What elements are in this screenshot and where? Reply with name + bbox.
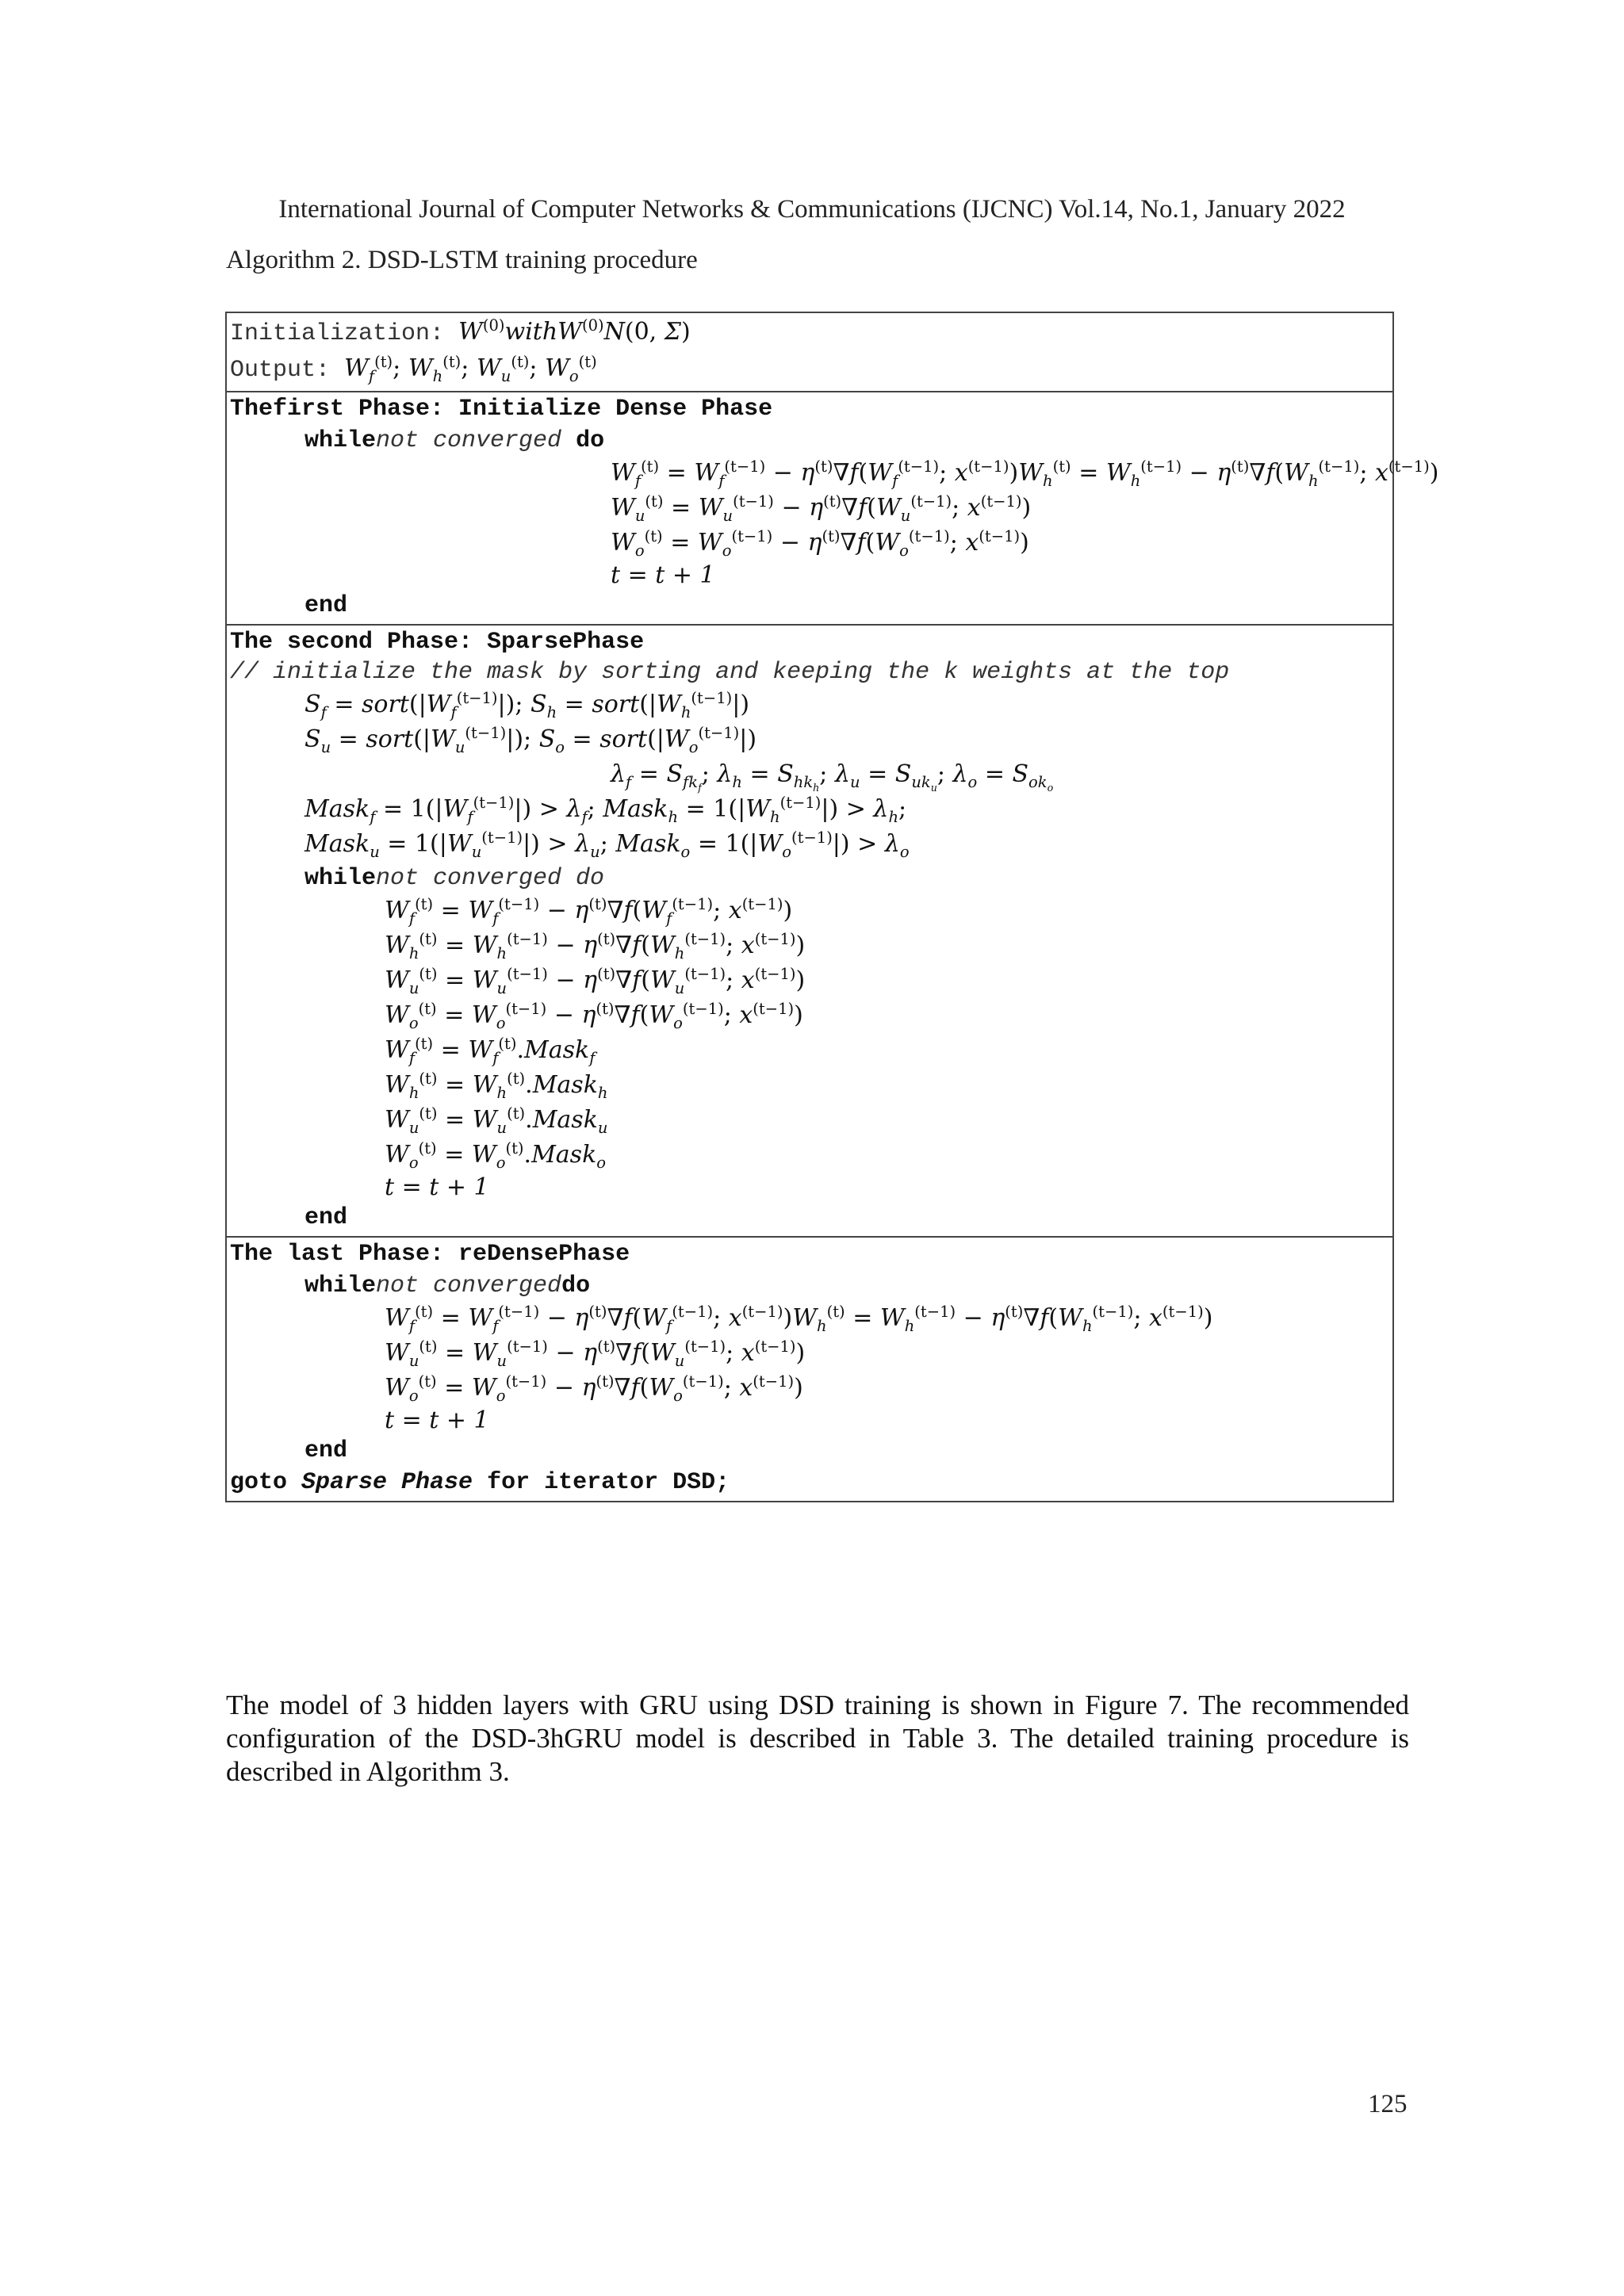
phase-2-eq-u: $W_u^{(t)} = W_u^{(t-1)} - \eta^{(t)}\nabla f(W_u^{(t-1)}$; $x^{(t-1)}$) xyxy=(385,965,806,997)
phase-2-comment: // initialize the mask by sorting and keeping the k weights at the top xyxy=(230,659,1230,686)
phase-3-eq-u: $W_u^{(t)} = W_u^{(t-1)} - \eta^{(t)}\nabla f(W_u^{(t-1)}$; $x^{(t-1)}$) xyxy=(385,1337,806,1370)
do-keyword: do xyxy=(561,427,605,454)
algorithm-box xyxy=(225,312,1439,1502)
phase-1-eq-u: $W_u^{(t)} = W_u^{(t-1)} - \eta^{(t)}\nabla f(W_u^{(t-1)}$; $x^{(t-1)}$) xyxy=(611,492,1032,525)
phase-3-section xyxy=(227,1238,1392,1501)
phase-2-mask-h: $W_h^{(t)}$ = $W_h^{(t)}.Mask_h$ xyxy=(385,1070,608,1102)
while-keyword: while xyxy=(304,865,377,892)
phase-2-title: The second Phase: SparsePhase xyxy=(230,629,645,656)
goto-target: Sparse Phase xyxy=(301,1469,473,1496)
phase-2-t-update: t = t + 1 xyxy=(385,1173,489,1201)
while-condition: not converged xyxy=(376,1272,562,1299)
lambda-line: $\lambda_f = S_{fk_f}$; $\lambda_h = S_{hk_h}$; $\lambda_u = S_{uk_u}$; $\lambda_o = S_{ok_o}$ xyxy=(611,760,1054,794)
phase-2-mask-u: $W_u^{(t)}$ = $W_u^{(t)}.Mask_u$ xyxy=(385,1104,608,1137)
journal-header: International Journal of Computer Networks & Communications (IJCNC) Vol.14, No.1, January 2022 xyxy=(278,195,1346,224)
phase-2-end: end xyxy=(304,1204,348,1231)
phase-2-mask-o: $W_o^{(t)}$ = $W_o^{(t)}.Mask_o$ xyxy=(385,1139,607,1172)
sort-u-o: $S_u$ = $sort(|W_u^{(t-1)}|)$; $S_o$ = $sort(|W_o^{(t-1)}|)$ xyxy=(304,724,757,756)
initialization-line xyxy=(230,315,1392,351)
while-condition: not converged xyxy=(376,427,562,454)
phase-1-end: end xyxy=(304,592,348,619)
do-keyword: do xyxy=(561,1272,591,1299)
phase-2-eq-o: $W_o^{(t)} = W_o^{(t-1)} - \eta^{(t)}\nabla f(W_o^{(t-1)}$; $x^{(t-1)}$) xyxy=(385,1000,803,1032)
goto-line xyxy=(230,1466,1392,1498)
phase-2-while xyxy=(230,862,1392,894)
phase-3-end: end xyxy=(304,1437,348,1464)
phase-3-eq-f-h: $W_f^{(t)} = W_f^{(t-1)} - \eta^{(t)}\nabla f(W_f^{(t-1)}$; $x^{(t-1)})W_h^{(t)} = W_h^{(t-1)} - \eta^{(t)}\nabla f(W_h^{(t-1)}$; $x^{(t-1)}$) xyxy=(385,1303,1213,1335)
algorithm-title: Algorithm 2. DSD-LSTM training procedure xyxy=(226,246,698,274)
phase-2-eq-f: $W_f^{(t)} = W_f^{(t-1)} - \eta^{(t)}\nabla f(W_f^{(t-1)}$; $x^{(t-1)}$) xyxy=(385,895,793,928)
algorithm-io-section xyxy=(227,313,1392,392)
initialization-label: Initialization: xyxy=(230,320,459,347)
output-formula: $W_f^{(t)}$; $W_h^{(t)}$; $W_u^{(t)}$; $W_o^{(t)}$ xyxy=(344,353,597,385)
phase-1-eq-f-h: $W_f^{(t)} = W_f^{(t-1)} - \eta^{(t)}\nabla f(W_f^{(t-1)}$; $x^{(t-1)})W_h^{(t)} = W_h^{(t-1)} - \eta^{(t)}\nabla f(W_h^{(t-1)}$; $x^{(t-1)}$) xyxy=(611,457,1439,490)
phase-3-while xyxy=(230,1269,1392,1301)
while-condition: not converged do xyxy=(376,865,605,892)
phase-2-eq-h: $W_h^{(t)} = W_h^{(t-1)} - \eta^{(t)}\nabla f(W_h^{(t-1)}$; $x^{(t-1)}$) xyxy=(385,930,806,962)
phase-3-t-update: t = t + 1 xyxy=(385,1406,489,1434)
sort-f-h: $S_f$ = $sort(|W_f^{(t-1)}|)$; $S_h$ = $sort(|W_h^{(t-1)}|)$ xyxy=(304,689,750,721)
mask-f-h: Mask$_f$ = $1(|W_f^{(t-1)}|) > \lambda_f$; Mask$_h$ = $1(|W_h^{(t-1)}|) > \lambda_h$; xyxy=(304,794,907,826)
phase-3-title: The last Phase: reDensePhase xyxy=(230,1241,630,1268)
phase-2-section xyxy=(227,626,1392,1238)
phase-1-while xyxy=(230,424,1392,456)
output-label: Output: xyxy=(230,357,345,384)
goto-rest: for iterator DSD; xyxy=(473,1469,730,1496)
phase-1-section xyxy=(227,392,1439,626)
while-keyword: while xyxy=(304,427,377,454)
page-number: 125 xyxy=(1368,2090,1408,2118)
mask-u-o: Mask$_u$ = $1(|W_u^{(t-1)}|) > \lambda_u$; Mask$_o$ = $1(|W_o^{(t-1)}|) > \lambda_o$ xyxy=(304,828,910,861)
phase-1-title: Thefirst Phase: Initialize Dense Phase xyxy=(230,396,773,423)
phase-1-t-update: t = t + 1 xyxy=(611,561,715,589)
initialization-formula: $W^{(0)}withW^{(0)}N(0$, Σ) xyxy=(458,316,691,346)
output-line xyxy=(230,351,1392,388)
phase-2-mask-f: $W_f^{(t)}$ = $W_f^{(t)}.Mask_f$ xyxy=(385,1035,596,1067)
while-keyword: while xyxy=(304,1272,377,1299)
phase-3-eq-o: $W_o^{(t)} = W_o^{(t-1)} - \eta^{(t)}\nabla f(W_o^{(t-1)}$; $x^{(t-1)}$) xyxy=(385,1372,803,1405)
goto-keyword: goto xyxy=(230,1469,302,1496)
phase-1-eq-o: $W_o^{(t)} = W_o^{(t-1)} - \eta^{(t)}\nabla f(W_o^{(t-1)}$; $x^{(t-1)}$) xyxy=(611,527,1029,560)
body-paragraph: The model of 3 hidden layers with GRU using DSD training is shown in Figure 7. The recommended configuration of the DSD-3hGRU model is described in Table 3. The detailed training procedure is described in Algorithm 3. xyxy=(226,1689,1409,1787)
